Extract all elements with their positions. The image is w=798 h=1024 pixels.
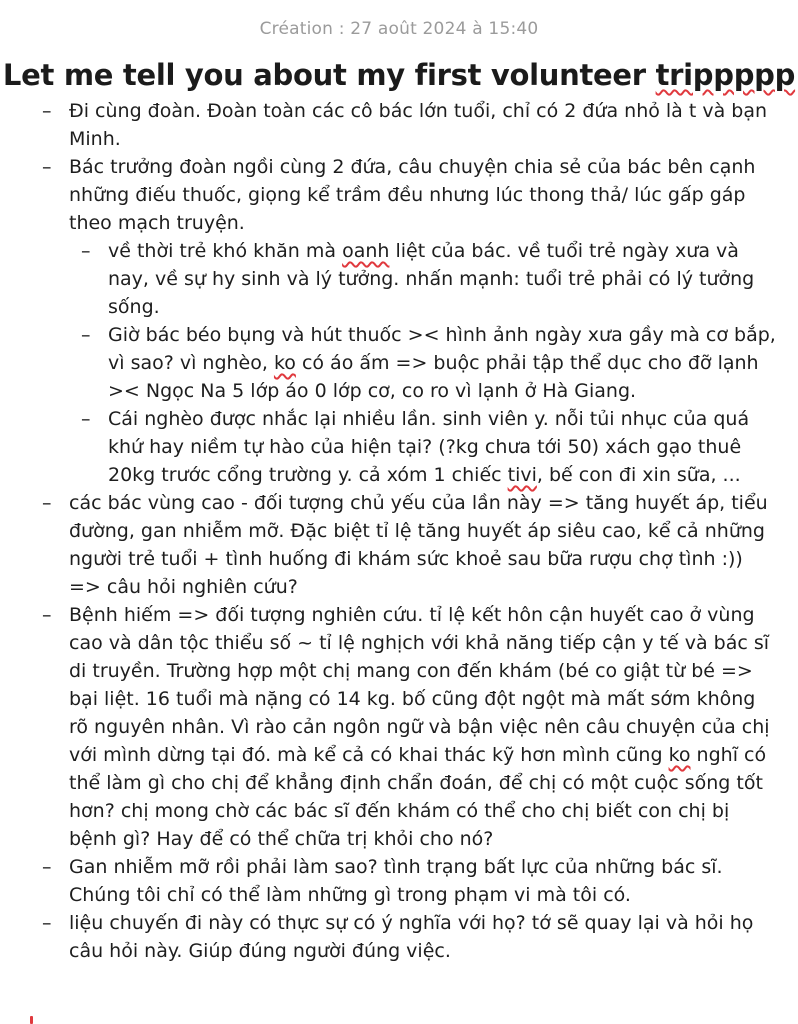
list-item-text: [69, 853, 776, 909]
list-item-text: [69, 153, 776, 237]
sub-list-item[interactable]: [0, 405, 798, 489]
list-item[interactable]: [0, 489, 798, 601]
creation-date: Création : 27 août 2024 à 15:40: [259, 19, 539, 39]
misspelled-word: tivi: [507, 464, 537, 486]
list-item[interactable]: [0, 909, 798, 965]
text-run: , bế con đi xin sữa, ...: [536, 464, 741, 486]
text-run: Bác trưởng đoàn ngồi cùng 2 đứa, câu chuyện chia sẻ của bác bên cạnh những điếu thuốc, giọng kể trầm đều nhưng lúc thong thả/ lúc gấp gáp theo mạch truyện.: [69, 156, 756, 234]
text-run: Giờ bác béo bụng và hút thuốc >< hình ảnh ngày xưa gầy mà cơ bắp, vì sao? vì nghèo,: [108, 324, 776, 374]
bullet-dash: –: [42, 156, 52, 178]
bullet-dash: –: [42, 492, 52, 514]
bullet-list[interactable]: [0, 97, 798, 965]
bullet-dash: –: [81, 240, 91, 262]
text-run: liệt của bác. về tuổi trẻ ngày xưa và nay, về sự hy sinh và lý tưởng. nhấn mạnh: tuổi trẻ phải có lý tưởng sống.: [108, 240, 755, 318]
misspelled-word: ko: [273, 352, 296, 374]
list-item[interactable]: [0, 601, 798, 853]
bullet-dash: –: [42, 856, 52, 878]
text-run: nghĩ có thể làm gì cho chị để khẳng định chẩn đoán, để chị có một cuộc sống tốt hơn? chị mong chờ các bác sĩ đến khám có thể cho chị biết con chị bị bệnh gì? Hay để có thể chữa trị khỏi cho nó?: [69, 744, 767, 850]
list-item-text: [69, 909, 776, 965]
text-run: có áo ấm => buộc phải tập thể dục cho đỡ lạnh >< Ngọc Na 5 lớp áo 0 lớp cơ, co ro vì lạnh ở Hà Giang.: [108, 352, 759, 402]
list-item[interactable]: [0, 153, 798, 237]
note-title-main: Let me tell you about my first volunteer: [2, 58, 656, 92]
list-item-text: [108, 321, 778, 405]
bullet-dash: –: [81, 408, 91, 430]
text-run: Đi cùng đoàn. Đoàn toàn các cô bác lớn tuổi, chỉ có 2 đứa nhỏ là t và bạn Minh.: [69, 100, 768, 150]
text-run: các bác vùng cao - đối tượng chủ yếu của lần này => tăng huyết áp, tiểu đường, gan nhiễm mỡ. Đặc biệt tỉ lệ tăng huyết áp siêu cao, kể cả những người trẻ tuổi + tình huống đi khám sức khoẻ sau bữa rượu chợ tình :)) => câu hỏi nghiên cứu?: [69, 492, 768, 598]
text-run: Bệnh hiếm => đối tượng nghiên cứu. tỉ lệ kết hôn cận huyết cao ở vùng cao và dân tộc thiểu số ~ tỉ lệ nghịch với khả năng tiếp cận y tế và bác sĩ di truyền. Trường hợp một chị mang con đến khám (bé co giật từ bé => bại liệt. 16 tuổi mà nặng có 14 kg. bố cũng đột ngột mà mất sớm không rõ nguyên nhân. Vì rào cản ngôn ngữ và bận việc nên câu chuyện của chị với mình dừng tại đó. mà kể cả có khai thác kỹ hơn mình cũng: [69, 604, 770, 766]
list-item-text: [69, 97, 776, 153]
list-item-text: [108, 237, 778, 321]
text-run: về thời trẻ khó khăn mà: [108, 240, 343, 262]
list-item[interactable]: [0, 853, 798, 909]
list-item-text: [69, 601, 776, 853]
bullet-dash: –: [42, 100, 52, 122]
note-title-flagged-word: trippppp: [655, 58, 796, 92]
bullet-dash: –: [42, 912, 52, 934]
sub-list-item[interactable]: [0, 237, 798, 321]
text-run: Cái nghèo được nhắc lại nhiều lần. sinh viên y. nỗi tủi nhục của quá khứ hay niềm tự hào của hiện tại? (?kg chưa tới 50) xách gạo thuê 20kg trước cổng trường y. cả xóm 1 chiếc: [108, 408, 750, 486]
misspelled-word: ko: [668, 744, 691, 766]
sub-list-item[interactable]: [0, 321, 798, 405]
list-item-text: [108, 405, 778, 489]
bullet-dash: –: [81, 324, 91, 346]
bullet-dash: –: [42, 604, 52, 626]
list-item[interactable]: [0, 97, 798, 153]
list-item-text: [69, 489, 776, 601]
note-title[interactable]: [0, 58, 798, 92]
text-run: liệu chuyến đi này có thực sự có ý nghĩa với họ? tớ sẽ quay lại và hỏi họ câu hỏi này. Giúp đúng người đúng việc.: [69, 912, 754, 962]
spellcheck-marker: [30, 1016, 33, 1024]
misspelled-word: oanh: [342, 240, 390, 262]
text-run: Gan nhiễm mỡ rồi phải làm sao? tình trạng bất lực của những bác sĩ. Chúng tôi chỉ có thể làm những gì trong phạm vi mà tôi có.: [69, 856, 723, 906]
